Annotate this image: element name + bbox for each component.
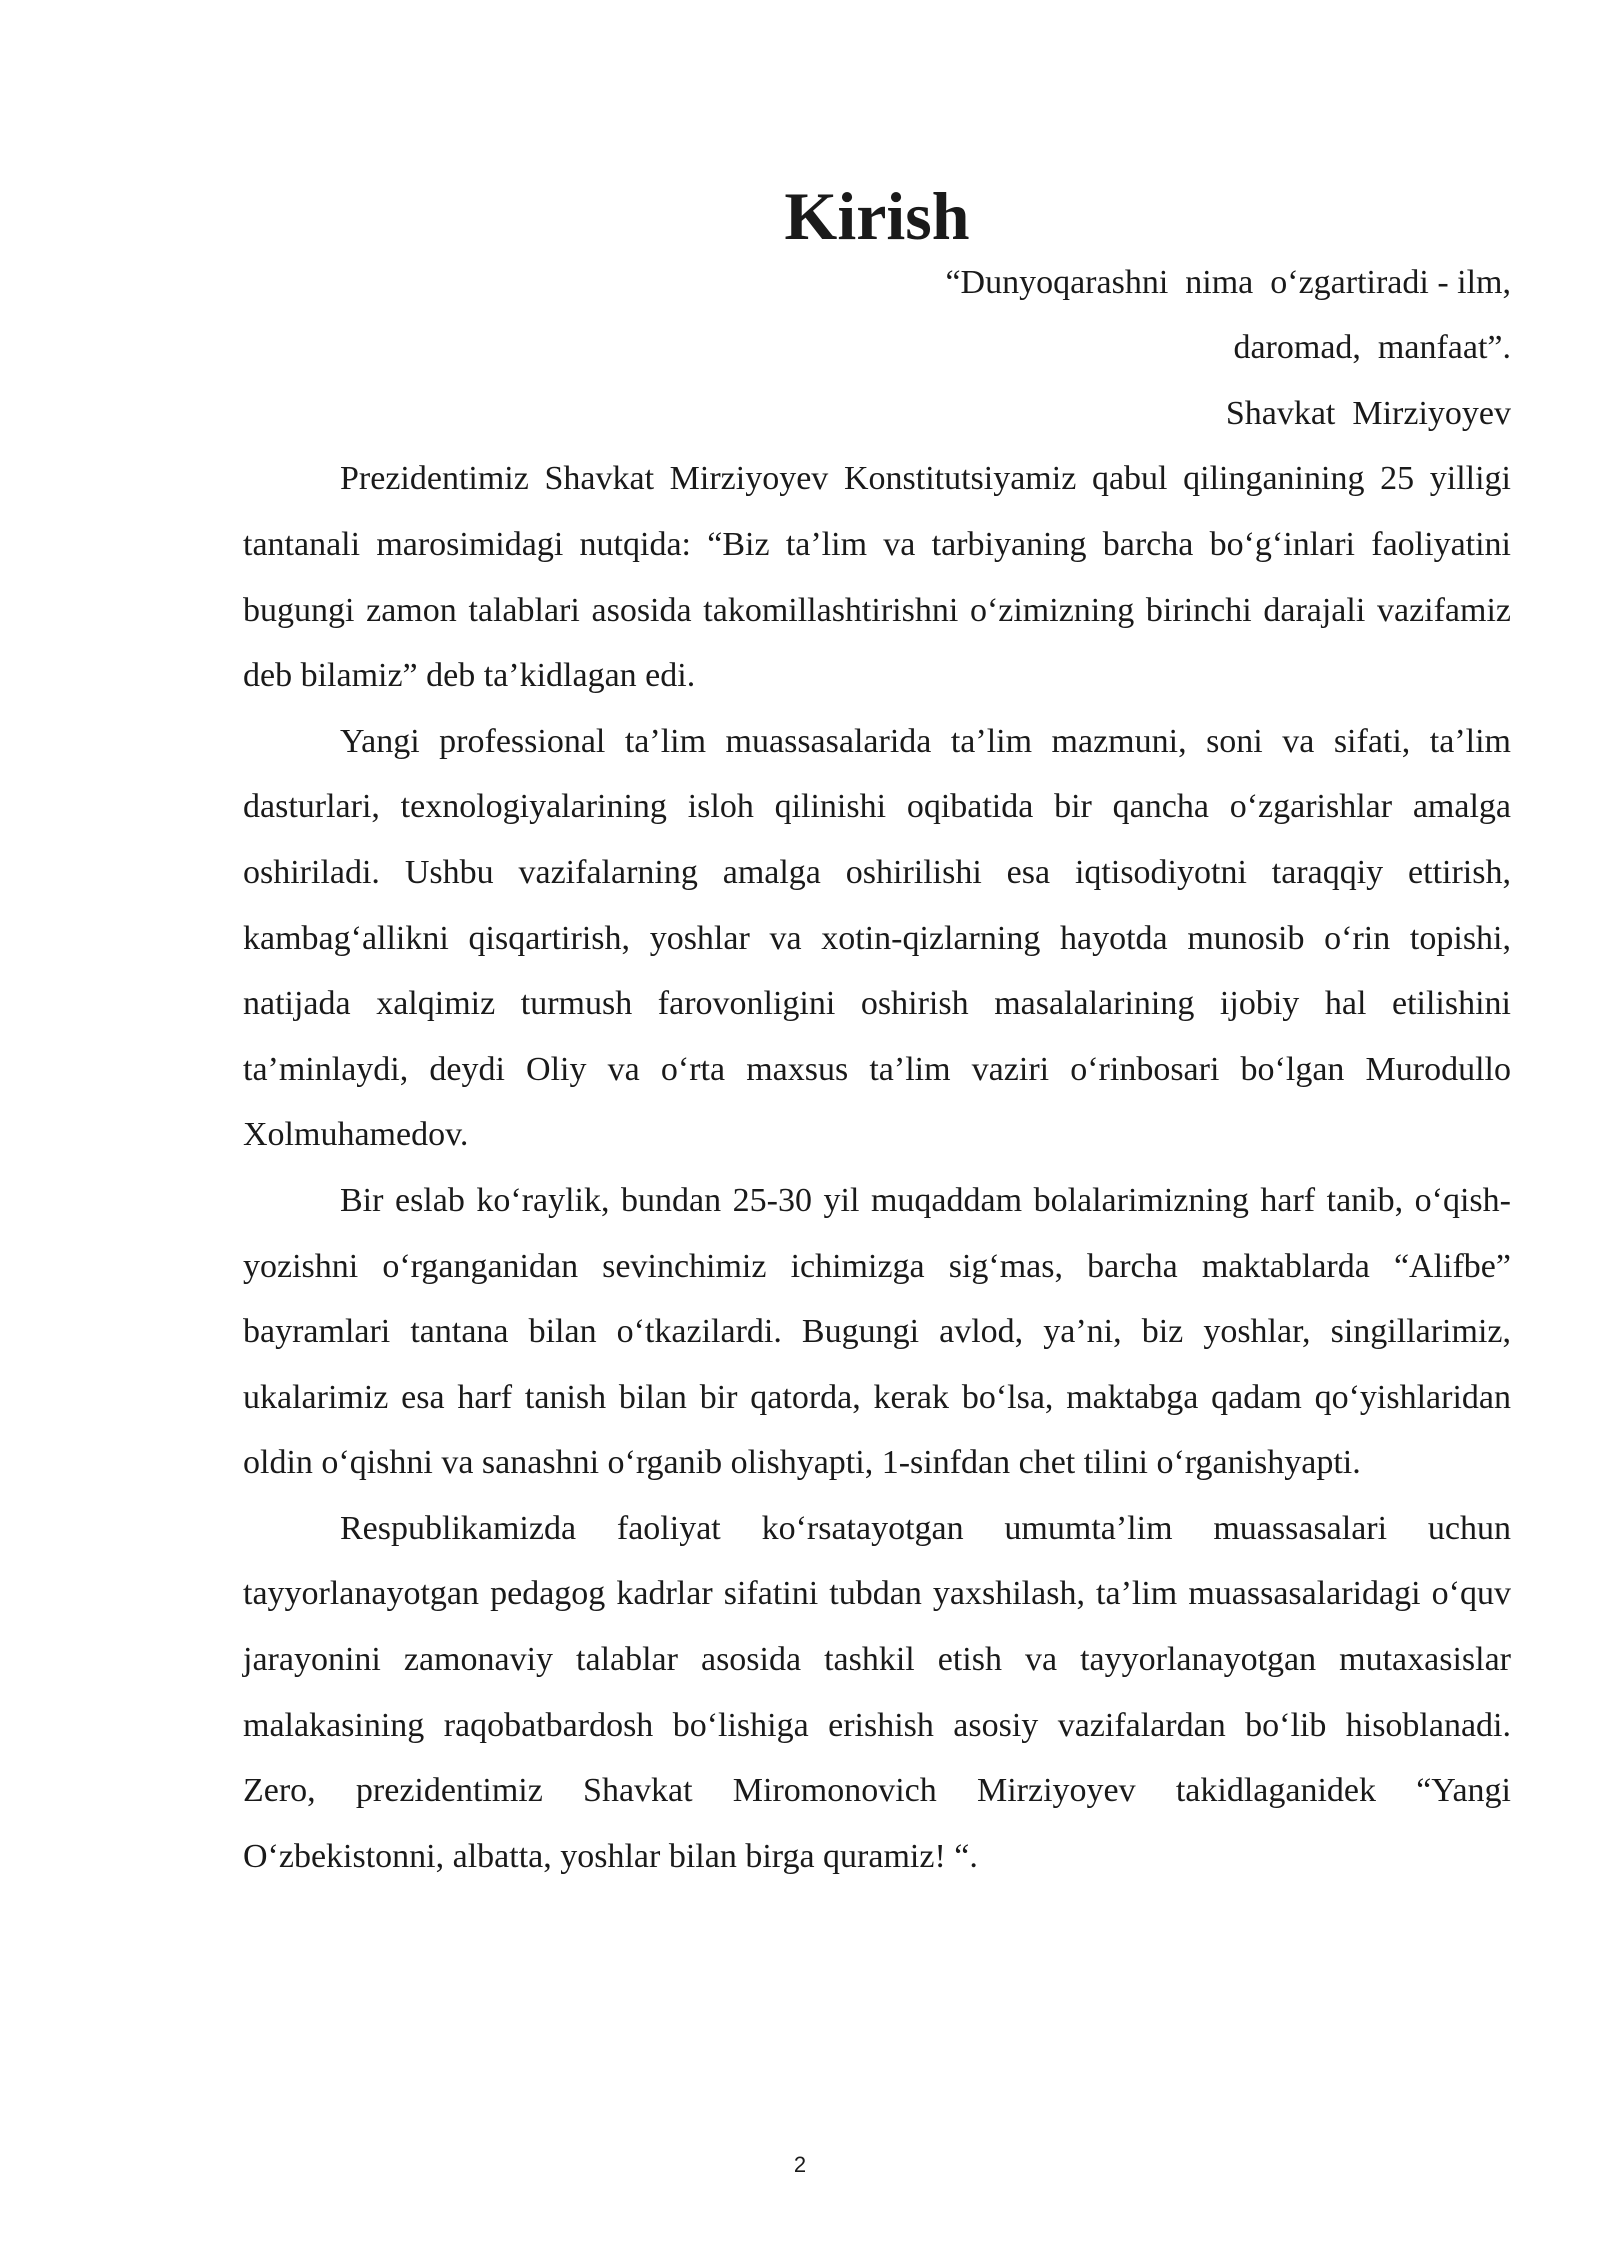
paragraph-3: Bir eslab ko‘raylik, bundan 25-30 yil muqaddam bolalarimizning harf tanib, o‘qish-yozishni o‘rganganidan sevinchimiz ichimizga sig‘mas, barcha maktablarda “Alifbe” bayramlari tantana bilan o‘tkazilardi. Bugungi avlod, ya’ni, biz yoshlar, singillarimiz, ukalarimiz esa harf tanish bilan bir qatorda, kerak bo‘lsa, maktabga qadam qo‘yishlaridan oldin o‘qishni va sanashni o‘rganib olishyapti, 1-sinfdan chet tilini o‘rganishyapti.	[243, 1181, 1511, 1482]
paragraph-4: Respublikamizda faoliyat ko‘rsatayotgan umumta’lim muassasalari uchun tayyorlanayotgan pedagog kadrlar sifatini tubdan yaxshilash, ta’lim muassasalaridagi o‘quv jarayonini zamonaviy talablar asosida tashkil etish va tayyorlanayotgan mutaxasislar malakasining raqobatbardosh bo‘lishiga erishish asosiy vazifalardan bo‘lib hisoblanadi. Zero, prezidentimiz Shavkat Miromonovich Mirziyoyev takidlaganidek “Yangi O‘zbekistonni, albatta, yoshlar bilan birga quramiz! “.	[243, 1509, 1511, 1875]
page-body	[243, 178, 1511, 1889]
page-number: 2	[793, 2152, 807, 2177]
paragraph-1: Prezidentimiz Shavkat Mirziyoyev Konstitutsiyamiz qabul qilinganining 25 yilligi tantanali marosimidagi nutqida: “Biz ta’lim va tarbiyaning barcha bo‘g‘inlari faoliyatini bugungi zamon talablari asosida takomillashtirishni o‘zimizning birinchi darajali vazifamiz deb bilamiz” deb ta’kidlagan edi.	[243, 460, 1511, 695]
page-title: Kirish	[784, 178, 970, 254]
epigraph-quote-line-2: daromad, manfaat”.	[1233, 329, 1511, 367]
epigraph-quote-line-1: “Dunyoqarashni nima o‘zgartiradi - ilm,	[945, 263, 1511, 301]
paragraph-2: Yangi professional ta’lim muassasalarida ta’lim mazmuni, soni va sifati, ta’lim dasturlari, texnologiyalarining isloh qilinishi oqibatida bir qancha o‘zgarishlar amalga oshiriladi. Ushbu vazifalarning amalga oshirilishi esa iqtisodiyotni taraqqiy ettirish, kambag‘allikni qisqartirish, yoshlar va xotin-qizlarning hayotda munosib o‘rin topishi, natijada xalqimiz turmush farovonligini oshirish masalalarining ijobiy hal etilishini ta’minlaydi, deydi Oliy va o‘rta maxsus ta’lim vaziri o‘rinbosari bo‘lgan Murodullo Xolmuhamedov.	[243, 722, 1511, 1154]
epigraph	[243, 250, 1511, 447]
epigraph-author: Shavkat Mirziyoyev	[1225, 394, 1511, 432]
